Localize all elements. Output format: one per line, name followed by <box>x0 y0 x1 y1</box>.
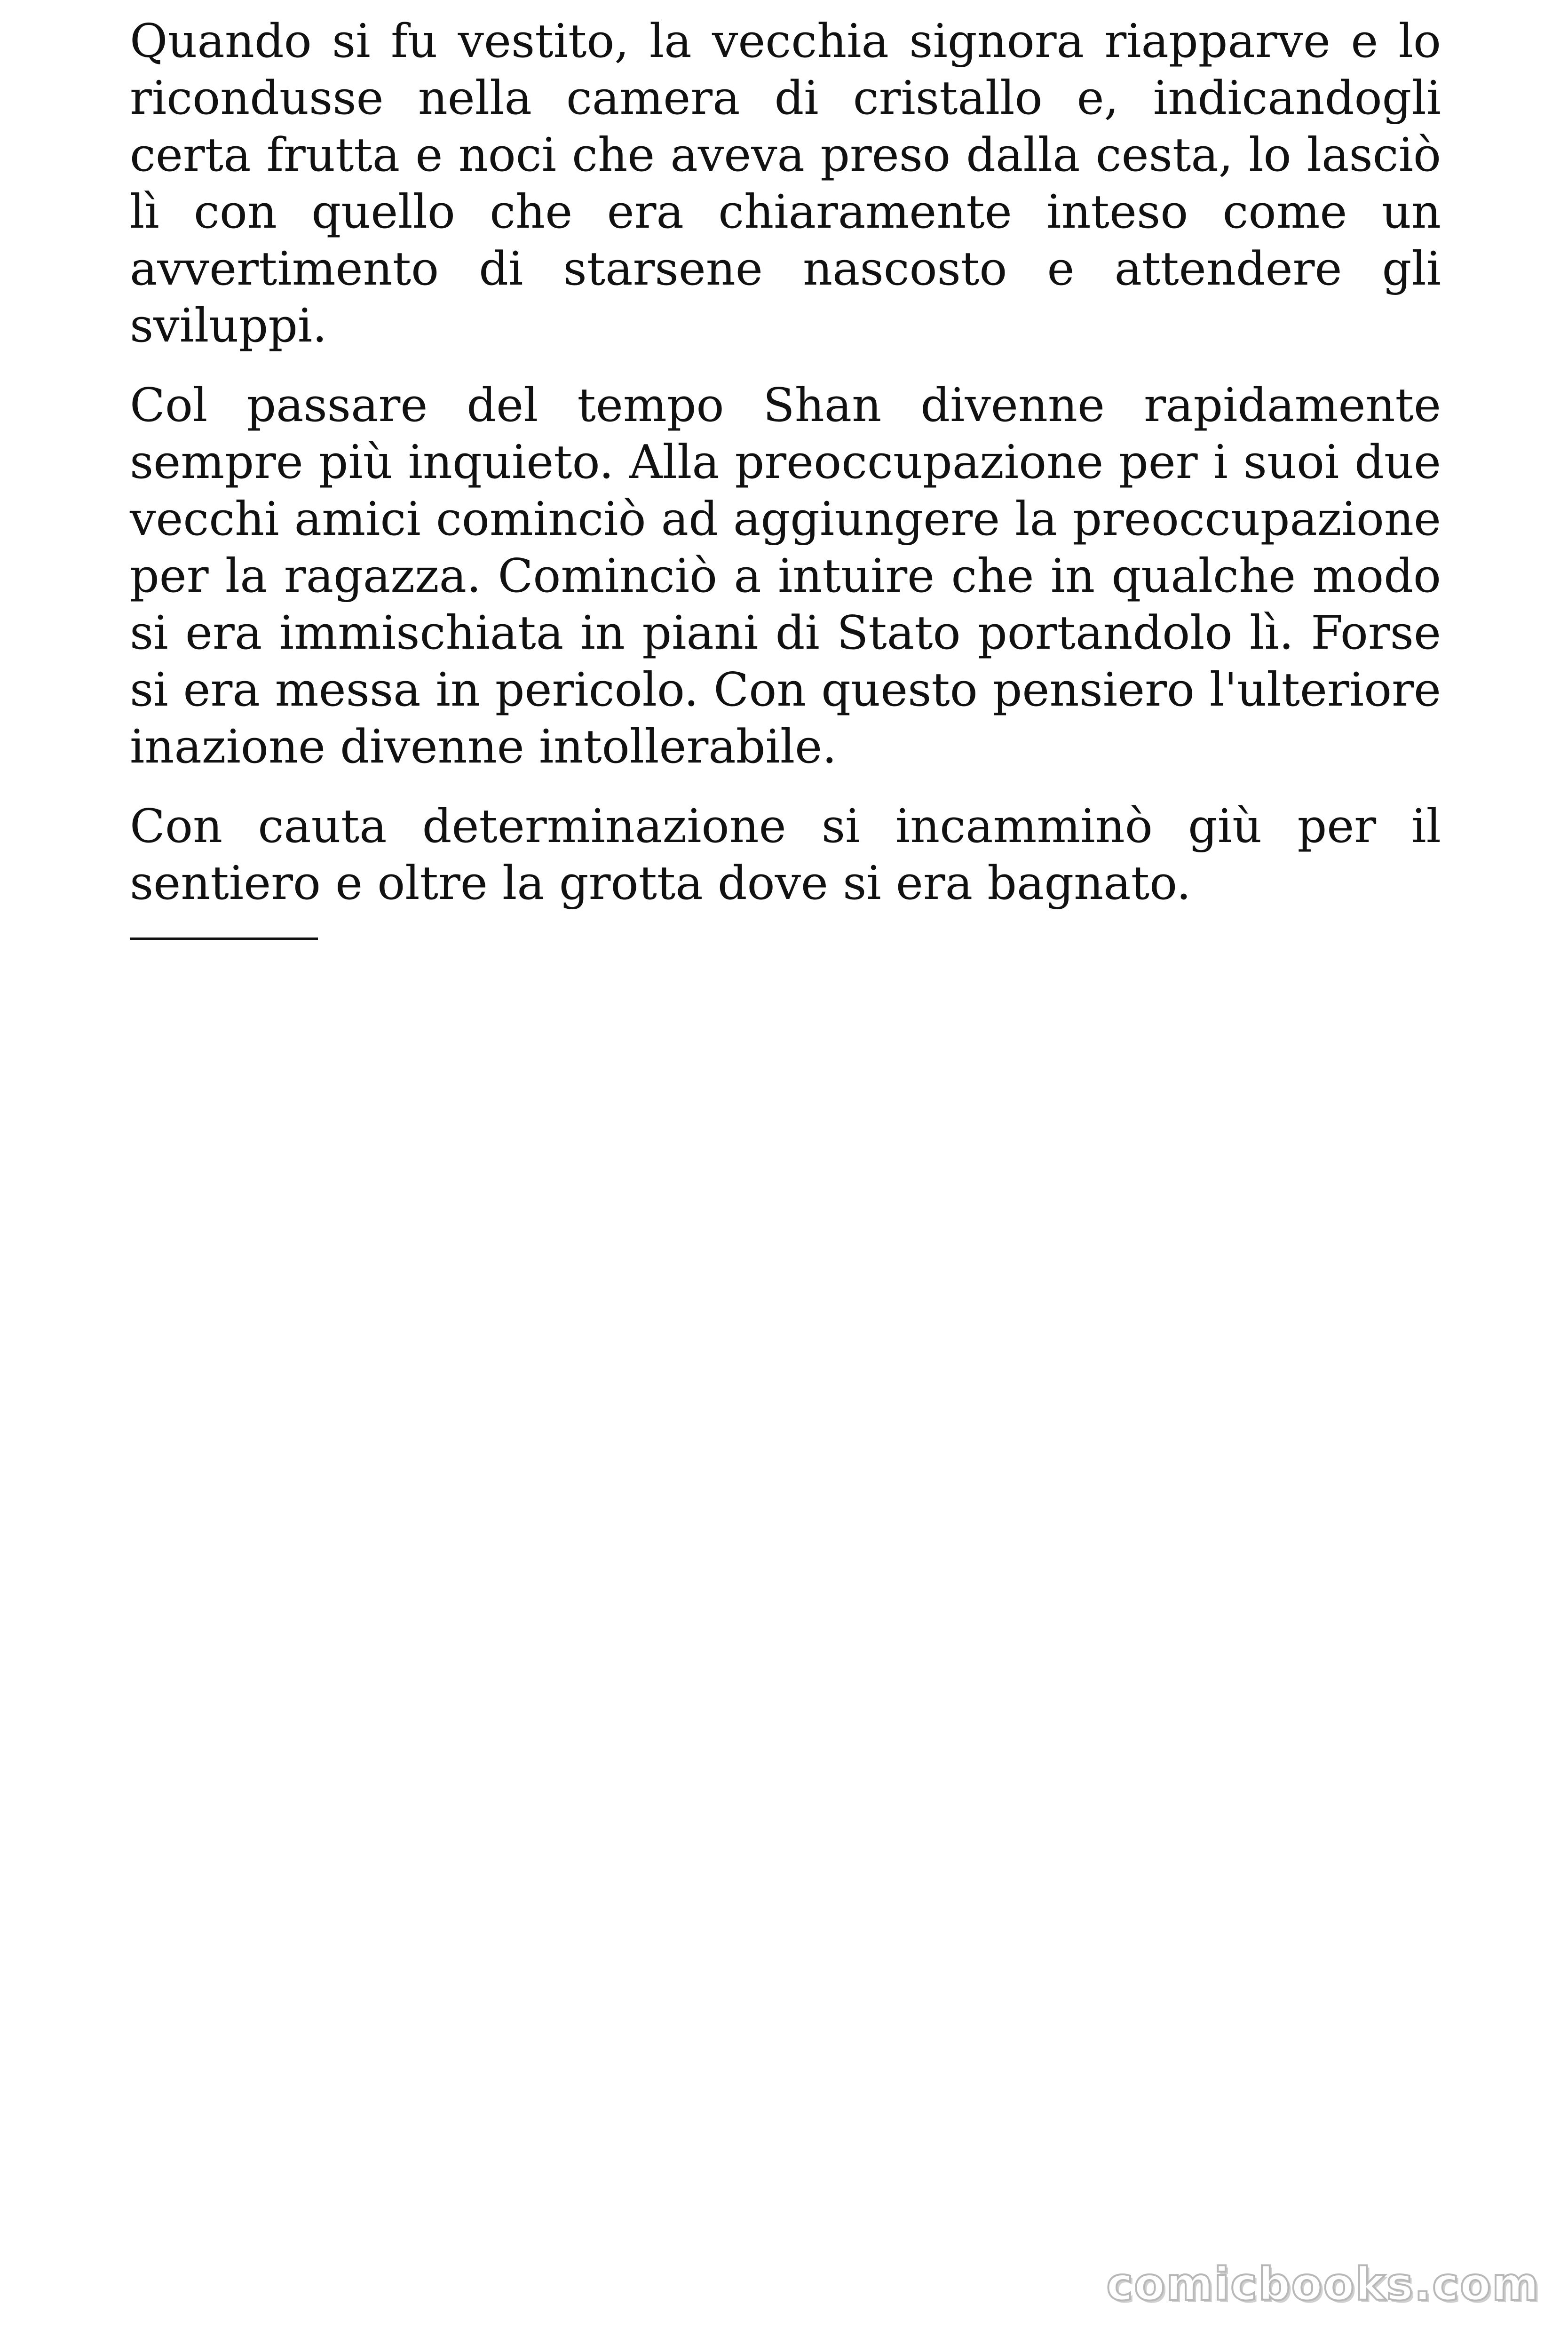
paragraph-3: Con cauta determinazione si incamminò giù per il sentiero e oltre la grotta dove si era bagnato. <box>130 800 1441 910</box>
paragraph-2: Col passare del tempo Shan divenne rapidamente sempre più inquieto. Alla preoccupazione per i suoi due vecchi amici cominciò ad aggiungere la preoccupazione per la ragazza. Cominciò a intuire che in qualche modo si era immischiata in piani di Stato portandolo lì. Forse si era messa in pericolo. Con questo pensiero l'ulteriore inazione divenne intollerabile. <box>130 379 1441 774</box>
section-rule <box>130 938 318 940</box>
body-text <box>130 13 1441 912</box>
watermark: comicbooks.com <box>1106 2258 1540 2311</box>
paragraph-1: Quando si fu vestito, la vecchia signora riapparve e lo ricondusse nella camera di cristallo e, indicandogli certa frutta e noci che aveva preso dalla cesta, lo lasciò lì con quello che era chiaramente inteso come un avvertimento di starsene nascosto e attendere gli sviluppi. <box>130 15 1441 353</box>
